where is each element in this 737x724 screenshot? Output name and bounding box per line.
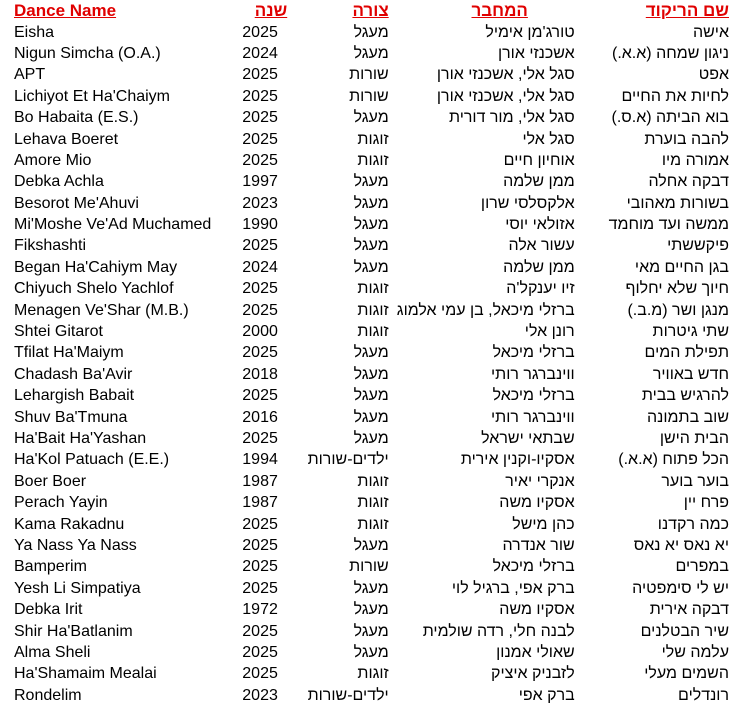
cell-hebrew-name: חדש באוויר: [652, 365, 729, 383]
cell-composer: לזבניק איציק: [491, 665, 575, 683]
cell-year: 2025: [242, 301, 278, 319]
cell-hebrew-name: אמורה מיו: [661, 151, 729, 169]
cell-dance-name: Chiyuch Shelo Yachlof: [14, 280, 174, 298]
cell-year: 2025: [242, 430, 278, 447]
table-row: [0, 257, 737, 278]
cell-shape: מעגל: [353, 344, 389, 362]
table-row: [0, 193, 737, 214]
table-row: [0, 321, 737, 342]
cell-composer: רונן אלי: [524, 323, 575, 341]
table-row: [0, 150, 737, 171]
cell-dance-name: Debka Achla: [14, 173, 104, 191]
cell-year: 2025: [242, 558, 278, 576]
table-row: [0, 471, 737, 492]
cell-shape: שורות: [349, 558, 389, 576]
cell-year: 2016: [242, 408, 278, 426]
cell-shape: מעגל: [353, 365, 389, 383]
cell-hebrew-name: עלמה שלי: [661, 643, 729, 661]
cell-composer: סגל אלי: [522, 130, 575, 148]
cell-dance-name: Ya Nass Ya Nass: [14, 536, 137, 554]
cell-composer: ממן שלמה: [503, 173, 575, 191]
table-row: [0, 299, 737, 320]
cell-year: 2000: [242, 323, 278, 341]
table-row: [0, 620, 737, 641]
cell-dance-name: Began Ha'Cahiym May: [14, 258, 178, 276]
cell-year: 1990: [242, 216, 278, 234]
header-shape: צורה: [352, 1, 389, 21]
table-row: [0, 278, 737, 299]
cell-dance-name: Amore Mio: [14, 151, 92, 169]
cell-hebrew-name: אישה: [692, 23, 729, 41]
cell-shape: מעגל: [353, 258, 389, 276]
cell-year: 2023: [242, 194, 278, 212]
cell-dance-name: Shuv Ba'Tmuna: [14, 408, 128, 426]
cell-hebrew-name: הבית הישן: [659, 430, 729, 447]
cell-composer: ווינברגר רותי: [491, 365, 575, 383]
table-row: [0, 342, 737, 363]
cell-shape: מעגל: [353, 643, 389, 661]
cell-shape: מעגל: [353, 430, 389, 447]
cell-shape: מעגל: [353, 44, 389, 62]
cell-shape: זוגות: [357, 665, 389, 683]
cell-hebrew-name: לחיות את החיים: [621, 87, 729, 105]
cell-hebrew-name: שתי גיטרות: [652, 323, 729, 341]
cell-dance-name: Shtei Gitarot: [14, 323, 103, 341]
cell-composer: ברזלי מיכאל: [492, 558, 575, 576]
cell-year: 2018: [242, 365, 278, 383]
cell-composer: עשור אלה: [508, 237, 575, 255]
cell-shape: מעגל: [353, 408, 389, 426]
cell-composer: סגל אלי, אשכנזי אורן: [436, 87, 575, 105]
cell-year: 1997: [242, 173, 278, 191]
cell-year: 2025: [242, 387, 278, 405]
cell-composer: שבתאי ישראל: [481, 430, 575, 447]
cell-composer: שור אנדרה: [502, 536, 575, 554]
cell-year: 2025: [242, 237, 278, 255]
cell-dance-name: Besorot Me'Ahuvi: [14, 194, 139, 212]
cell-shape: זוגות: [357, 151, 389, 169]
table-row: [0, 578, 737, 599]
cell-composer: אזולאי יוסי: [505, 216, 575, 234]
cell-hebrew-name: דבקה אחלה: [648, 173, 729, 191]
cell-composer: ברזלי מיכאל, בן עמי אלמוג: [396, 301, 575, 319]
cell-hebrew-name: יש לי סימפטיה: [632, 579, 729, 597]
table-row: [0, 385, 737, 406]
cell-year: 1972: [242, 601, 278, 619]
table-row: [0, 599, 737, 620]
cell-year: 2024: [242, 258, 278, 276]
cell-hebrew-name: ניגון שמחה (א.א.): [611, 44, 729, 62]
cell-hebrew-name: מנגן ושר (מ.ב.): [627, 301, 729, 319]
table-row: [0, 86, 737, 107]
header-composer: המחבר: [471, 1, 528, 21]
table-row: [0, 64, 737, 85]
cell-composer: אוחיון חיים: [503, 151, 575, 169]
cell-hebrew-name: ממשה ועד מוחמד: [608, 216, 729, 234]
cell-shape: מעגל: [353, 237, 389, 255]
table-row: [0, 513, 737, 534]
header-hebrew-name: שם הריקוד: [645, 1, 729, 21]
cell-composer: כהן מישל: [512, 515, 575, 533]
table-row: [0, 214, 737, 235]
cell-dance-name: Lehava Boeret: [14, 130, 119, 148]
cell-year: 2025: [242, 280, 278, 298]
cell-composer: ברק אפי, ברגיל לוי: [451, 579, 575, 597]
cell-year: 2025: [242, 579, 278, 597]
cell-composer: שאולי אמנון: [496, 643, 575, 661]
cell-dance-name: Debka Irit: [14, 601, 83, 619]
cell-dance-name: Bamperim: [14, 558, 87, 576]
cell-hebrew-name: רונדלים: [678, 686, 729, 704]
cell-composer: ברק אפי: [518, 686, 575, 704]
cell-hebrew-name: במפרים: [675, 558, 729, 576]
cell-dance-name: Boer Boer: [14, 472, 87, 490]
table-row: [0, 406, 737, 427]
table-row: [0, 428, 737, 449]
cell-dance-name: Rondelim: [14, 686, 82, 704]
cell-composer: אנקרי יאיר: [505, 472, 575, 490]
cell-year: 1987: [242, 494, 278, 512]
cell-hebrew-name: בוא הביתה (א.ס.): [611, 109, 729, 127]
header-dance-name: Dance Name: [14, 1, 117, 21]
cell-shape: מעגל: [353, 216, 389, 234]
cell-composer: טורג'מן אימיל: [485, 23, 575, 41]
cell-hebrew-name: יא נאס יא נאס: [633, 536, 729, 554]
cell-year: 2025: [242, 130, 278, 148]
table-row: [0, 535, 737, 556]
table-row: [0, 364, 737, 385]
cell-shape: שורות: [349, 66, 389, 84]
cell-hebrew-name: שיר הבטלנים: [640, 622, 729, 640]
cell-year: 2025: [242, 87, 278, 105]
table-row: [0, 128, 737, 149]
cell-composer: סגל אלי, אשכנזי אורן: [436, 66, 575, 84]
cell-year: 1987: [242, 472, 278, 490]
table-row: [0, 43, 737, 64]
cell-shape: מעגל: [353, 622, 389, 640]
cell-shape: ילדים-שורות: [307, 451, 389, 469]
cell-hebrew-name: חיוך שלא יחלוף: [625, 280, 729, 298]
cell-shape: שורות: [349, 87, 389, 105]
table-row: [0, 663, 737, 684]
cell-dance-name: Kama Rakadnu: [14, 515, 125, 533]
cell-shape: ילדים-שורות: [307, 686, 389, 704]
header-row: [0, 0, 737, 21]
cell-shape: זוגות: [357, 280, 389, 298]
cell-shape: מעגל: [353, 194, 389, 212]
cell-composer: אסקיו משה: [499, 494, 575, 512]
cell-year: 2025: [242, 643, 278, 661]
cell-hebrew-name: דבקה אירית: [649, 601, 729, 619]
cell-composer: זיו יענקל'ה: [506, 280, 575, 298]
cell-dance-name: Nigun Simcha (O.A.): [14, 44, 161, 62]
cell-shape: זוגות: [357, 494, 389, 512]
header-year: שנה: [254, 1, 288, 21]
cell-dance-name: Alma Sheli: [14, 643, 91, 661]
cell-year: 1994: [242, 451, 278, 469]
cell-year: 2025: [242, 665, 278, 683]
cell-year: 2023: [242, 686, 278, 704]
cell-shape: מעגל: [353, 387, 389, 405]
cell-year: 2025: [242, 66, 278, 84]
cell-hebrew-name: בגן החיים מאי: [634, 258, 729, 276]
cell-shape: זוגות: [357, 323, 389, 341]
table-row: [0, 642, 737, 663]
table-row: [0, 556, 737, 577]
cell-dance-name: Ha'Shamaim Mealai: [14, 665, 157, 683]
cell-composer: אסקיו משה: [499, 601, 575, 619]
cell-dance-name: Lichiyot Et Ha'Chaiym: [14, 87, 170, 105]
cell-year: 2025: [242, 109, 278, 127]
cell-year: 2024: [242, 44, 278, 62]
cell-hebrew-name: אפט: [698, 66, 729, 84]
cell-shape: מעגל: [353, 109, 389, 127]
cell-dance-name: Ha'Bait Ha'Yashan: [14, 430, 147, 447]
cell-composer: ברזלי מיכאל: [492, 344, 575, 362]
cell-dance-name: Eisha: [14, 23, 55, 41]
cell-shape: מעגל: [353, 579, 389, 597]
cell-hebrew-name: השמים מעלי: [644, 665, 729, 683]
cell-year: 2025: [242, 515, 278, 533]
table-row: [0, 171, 737, 192]
cell-composer: אשכנזי אורן: [497, 44, 575, 62]
cell-shape: מעגל: [353, 23, 389, 41]
table-row: [0, 685, 737, 706]
cell-shape: מעגל: [353, 601, 389, 619]
cell-composer: ברזלי מיכאל: [492, 387, 575, 405]
cell-year: 2025: [242, 23, 278, 41]
cell-hebrew-name: בוער בוער: [661, 472, 729, 490]
cell-shape: מעגל: [353, 536, 389, 554]
cell-composer: לבנה חלי, רדה שולמית: [422, 622, 575, 640]
cell-shape: זוגות: [357, 301, 389, 319]
cell-hebrew-name: להבה בוערת: [644, 130, 729, 148]
cell-composer: אלקסלסי שרון: [480, 194, 575, 212]
cell-shape: זוגות: [357, 515, 389, 533]
cell-hebrew-name: תפילת המים: [644, 344, 729, 362]
cell-composer: ממן שלמה: [503, 258, 575, 276]
cell-dance-name: Yesh Li Simpatiya: [14, 579, 141, 597]
cell-hebrew-name: בשורות מאהובי: [626, 194, 729, 212]
cell-composer: אסקיו-וקנין אירית: [460, 451, 575, 469]
cell-hebrew-name: פיקששתי: [667, 237, 729, 255]
cell-shape: זוגות: [357, 130, 389, 148]
table-row: [0, 235, 737, 256]
cell-dance-name: Tfilat Ha'Maiym: [14, 344, 124, 362]
cell-dance-name: Shir Ha'Batlanim: [14, 622, 133, 640]
table-row: [0, 21, 737, 42]
cell-hebrew-name: שוב בתמונה: [647, 408, 729, 426]
cell-dance-name: Bo Habaita (E.S.): [14, 109, 139, 127]
cell-hebrew-name: להרגיש בבית: [641, 387, 729, 405]
cell-year: 2025: [242, 151, 278, 169]
table-row: [0, 492, 737, 513]
cell-dance-name: Lehargish Babait: [14, 387, 135, 405]
cell-shape: מעגל: [353, 173, 389, 191]
cell-composer: ווינברגר רותי: [491, 408, 575, 426]
cell-year: 2025: [242, 536, 278, 554]
cell-year: 2025: [242, 622, 278, 640]
table-row: [0, 449, 737, 470]
cell-hebrew-name: הכל פתוח (א.א.): [618, 451, 729, 469]
cell-shape: זוגות: [357, 472, 389, 490]
cell-dance-name: Ha'Kol Patuach (E.E.): [14, 451, 170, 469]
cell-dance-name: Mi'Moshe Ve'Ad Muchamed: [14, 216, 212, 234]
cell-dance-name: Fikshashti: [14, 237, 87, 255]
cell-dance-name: APT: [14, 66, 46, 84]
cell-composer: סגל אלי, מור דורית: [448, 109, 575, 127]
table-row: [0, 107, 737, 128]
cell-hebrew-name: כמה רקדנו: [657, 515, 729, 533]
cell-dance-name: Menagen Ve'Shar (M.B.): [14, 301, 189, 319]
cell-dance-name: Perach Yayin: [14, 494, 108, 512]
cell-dance-name: Chadash Ba'Avir: [14, 365, 133, 383]
cell-year: 2025: [242, 344, 278, 362]
cell-hebrew-name: פרח יין: [683, 494, 729, 512]
